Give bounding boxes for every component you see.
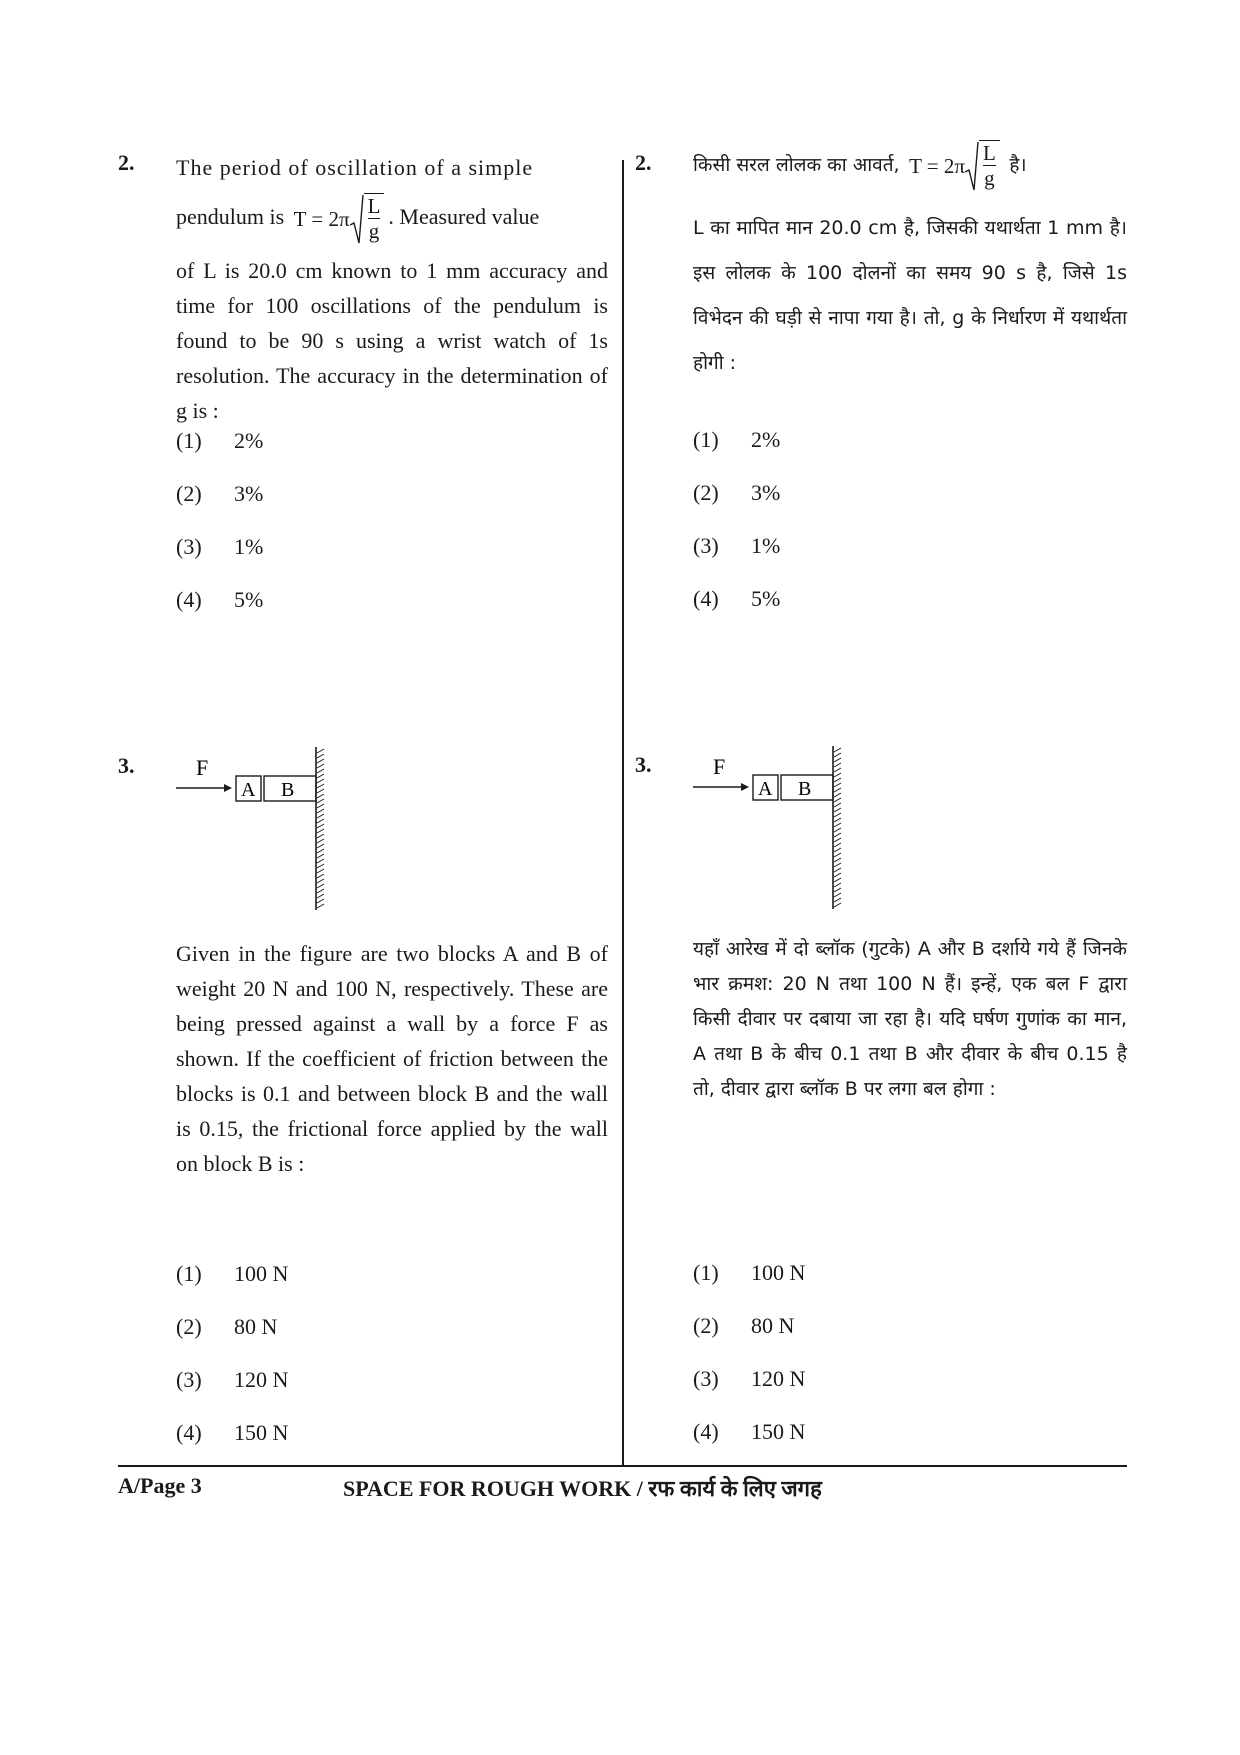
- hatch-mark: [834, 903, 841, 907]
- arrow-head-icon: [741, 783, 749, 791]
- option-4[interactable]: (4) 150 N: [693, 1419, 806, 1444]
- hatch-mark: [834, 813, 841, 817]
- hatch-mark: [834, 773, 841, 777]
- hatch-mark: [317, 819, 324, 823]
- option-2[interactable]: (2) 3%: [176, 481, 264, 506]
- period-formula: T = 2π $\frac{L}{g}$: [909, 140, 1000, 192]
- hatch-mark: [317, 829, 324, 833]
- hatch-mark: [834, 848, 841, 852]
- hatch-mark: [317, 754, 324, 758]
- question-text: The period of oscillation of a simple pendulum is T = 2π $\frac{L}{g}$ . Measured value of L is 20.0 cm known to 1 mm accuracy and time for 100 oscillations of the pendulum is found to be 90 s using a wrist watch of 1s resolution. The accuracy in the determination of g is :: [176, 155, 608, 423]
- hatch-mark: [834, 838, 841, 842]
- hatch-mark: [834, 898, 841, 902]
- block-b-label: B: [281, 779, 295, 801]
- hatch-mark: [317, 899, 324, 903]
- page-number: A/Page 3: [118, 1473, 202, 1498]
- hatch-mark: [834, 883, 841, 887]
- rough-work-label: SPACE FOR ROUGH WORK / रफ कार्य के लिए जगह: [343, 1476, 822, 1501]
- option-1[interactable]: (1) 2%: [693, 427, 781, 452]
- hatch-mark: [317, 904, 324, 908]
- block-a-label: A: [241, 779, 256, 801]
- hatch-mark: [834, 878, 841, 882]
- option-2[interactable]: (2) 80 N: [176, 1314, 278, 1339]
- hatch-mark: [317, 889, 324, 893]
- wall-hatching-icon: [317, 749, 324, 908]
- hatch-mark: [834, 893, 841, 897]
- hatch-mark: [317, 769, 324, 773]
- question-number: 2.: [635, 150, 652, 175]
- hatch-mark: [317, 749, 324, 753]
- hatch-mark: [317, 854, 324, 858]
- hatch-mark: [317, 894, 324, 898]
- hatch-mark: [834, 803, 841, 807]
- hatch-mark: [834, 753, 841, 757]
- option-1[interactable]: (1) 2%: [176, 428, 264, 453]
- hatch-mark: [317, 789, 324, 793]
- option-4[interactable]: (4) 5%: [693, 586, 781, 611]
- hatch-mark: [317, 799, 324, 803]
- hatch-mark: [834, 868, 841, 872]
- hatch-mark: [834, 828, 841, 832]
- question-text: Given in the figure are two blocks A and B of weight 20 N and 100 N, respectively. These are being pressed against a wall by a force F as shown. If the coefficient of friction between the blocks is 0.1 and between block B and the wall is 0.15, the frictional force applied by the wall on block B is :: [176, 941, 608, 1176]
- hatch-mark: [834, 763, 841, 767]
- hatch-mark: [317, 774, 324, 778]
- option-3[interactable]: (3) 1%: [176, 534, 264, 559]
- hatch-mark: [834, 863, 841, 867]
- blocks-wall-figure: [693, 744, 863, 929]
- footer-rule: [118, 1465, 1127, 1467]
- option-3[interactable]: (3) 120 N: [176, 1367, 289, 1392]
- hatch-mark: [834, 768, 841, 772]
- hatch-mark: [317, 794, 324, 798]
- force-label: F: [196, 755, 209, 780]
- wall-hatching-icon: [834, 748, 841, 907]
- hatch-mark: [834, 823, 841, 827]
- question-number: 3.: [118, 753, 135, 778]
- hatch-mark: [317, 809, 324, 813]
- hatch-mark: [834, 788, 841, 792]
- hatch-mark: [834, 818, 841, 822]
- hatch-mark: [834, 798, 841, 802]
- arrow-head-icon: [224, 784, 232, 792]
- hatch-mark: [317, 759, 324, 763]
- hatch-mark: [317, 814, 324, 818]
- question-number: 3.: [635, 752, 652, 777]
- radical-sign-icon: [965, 140, 979, 192]
- hatch-mark: [834, 778, 841, 782]
- hatch-mark: [317, 779, 324, 783]
- hatch-mark: [834, 843, 841, 847]
- hatch-mark: [834, 783, 841, 787]
- option-1[interactable]: (1) 100 N: [693, 1260, 806, 1285]
- period-formula: T = 2π $\frac{L}{g}$: [294, 193, 385, 245]
- option-4[interactable]: (4) 150 N: [176, 1420, 289, 1445]
- hatch-mark: [317, 764, 324, 768]
- question-text: किसी सरल लोलक का आवर्त, T = 2π $\frac{L}{g}$ है। L का मापित मान 20.0 cm है, जिसकी यथार्थता 1 mm है। इस लोलक के 100 दोलनों का समय 90 s है, जिसे 1s विभेदन की घड़ी से नापा गया है। तो, g के निर्धारण में यथार्थता होगी :: [693, 141, 1127, 374]
- hatch-mark: [317, 784, 324, 788]
- hatch-mark: [317, 884, 324, 888]
- hatch-mark: [834, 808, 841, 812]
- option-2[interactable]: (2) 3%: [693, 480, 781, 505]
- hatch-mark: [834, 858, 841, 862]
- hatch-mark: [834, 793, 841, 797]
- column-divider: [622, 160, 624, 1465]
- question-text: यहाँ आरेख में दो ब्लॉक (गुटके) A और B दर्शाये गये हैं जिनके भार क्रमश: 20 N तथा 100 N हैं। इन्हें, एक बल F द्वारा किसी दीवार पर दबाया जा रहा है। यदि घर्षण गुणांक का मान, A तथा B के बीच 0.1 तथा B और दीवार के बीच 0.15 है तो, दीवार द्वारा ब्लॉक B पर लगा बल होगा :: [693, 938, 1127, 1100]
- option-4[interactable]: (4) 5%: [176, 587, 264, 612]
- option-1[interactable]: (1) 100 N: [176, 1261, 289, 1286]
- hatch-mark: [317, 849, 324, 853]
- hatch-mark: [317, 834, 324, 838]
- hatch-mark: [317, 879, 324, 883]
- option-2[interactable]: (2) 80 N: [693, 1313, 795, 1338]
- blocks-wall-figure: [176, 745, 346, 930]
- question-number: 2.: [118, 150, 135, 175]
- hatch-mark: [317, 824, 324, 828]
- hatch-mark: [834, 748, 841, 752]
- radical-sign-icon: [350, 193, 364, 245]
- hatch-mark: [834, 853, 841, 857]
- block-a-label: A: [758, 778, 773, 800]
- hatch-mark: [834, 888, 841, 892]
- hatch-mark: [317, 804, 324, 808]
- hatch-mark: [834, 758, 841, 762]
- hatch-mark: [317, 844, 324, 848]
- hatch-mark: [317, 839, 324, 843]
- option-3[interactable]: (3) 1%: [693, 533, 781, 558]
- hatch-mark: [834, 873, 841, 877]
- option-3[interactable]: (3) 120 N: [693, 1366, 806, 1391]
- hatch-mark: [317, 869, 324, 873]
- hatch-mark: [317, 864, 324, 868]
- force-label: F: [713, 754, 726, 779]
- hatch-mark: [317, 874, 324, 878]
- block-b-label: B: [798, 778, 812, 800]
- hatch-mark: [317, 859, 324, 863]
- hatch-mark: [834, 833, 841, 837]
